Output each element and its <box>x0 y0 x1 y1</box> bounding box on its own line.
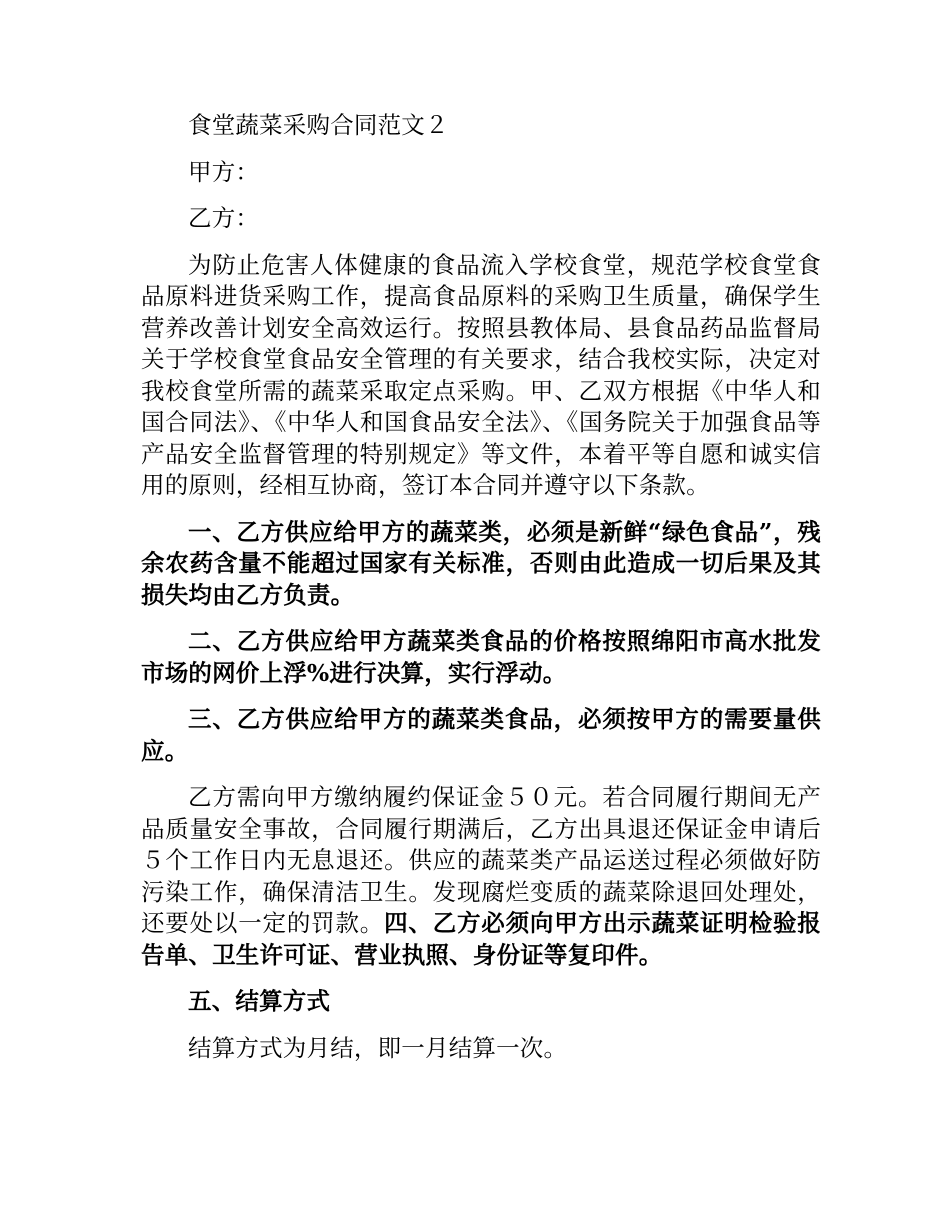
clause-5-heading: 五、结算方式 <box>188 987 331 1015</box>
document-title: 食堂蔬菜采购合同范文２ <box>188 111 449 139</box>
party-b-label: 乙方： <box>188 204 260 232</box>
deposit-paragraph <box>141 782 821 971</box>
document-body <box>141 110 821 1079</box>
settlement-paragraph: 结算方式为月结，即一月结算一次。 <box>188 1033 568 1062</box>
clause-3: 三、乙方供应给甲方的蔬菜类食品，必须按甲方的需要量供应。 <box>141 705 821 765</box>
party-a-label: 甲方： <box>188 157 260 186</box>
clause-1: 一、乙方供应给甲方的蔬菜类，必须是新鲜“绿色食品”，残余农药含量不能超过国家有关标准，否则由此造成一切后果及其损失均由乙方负责。 <box>141 517 821 609</box>
clause-4: 四、乙方必须向甲方出示蔬菜证明检验报告单、卫生许可证、营业执照、身份证等复印件。 <box>141 909 821 969</box>
deposit-text: 乙方需向甲方缴纳履约保证金５０元。若合同履行期间无产品质量安全事故，合同履行期满后，乙方出具退还保证金申请后５个工作日内无息退还。供应的蔬菜类产品运送过程必须做好防污染工作，确保清洁卫生。发现腐烂变质的蔬菜除退回处理处，还要处以一定的罚款。 <box>141 783 821 937</box>
clause-2: 二、乙方供应给甲方蔬菜类食品的价格按照绵阳市高水批发市场的网价上浮%进行决算，实行浮动。 <box>141 627 821 687</box>
intro-paragraph: 为防止危害人体健康的食品流入学校食堂，规范学校食堂食品原料进货采购工作，提高食品原料的采购卫生质量，确保学生营养改善计划安全高效运行。按照县教体局、县食品药品监督局关于学校食堂食品安全管理的有关要求，结合我校实际，决定对我校食堂所需的蔬菜采取定点采购。甲、乙双方根据《中华人和国合同法》、《中华人和国食品安全法》、《国务院关于加强食品等产品安全监督管理的特别规定》等文件，本着平等自愿和诚实信用的原则，经相互协商，签订本合同并遵守以下条款。 <box>141 250 821 499</box>
